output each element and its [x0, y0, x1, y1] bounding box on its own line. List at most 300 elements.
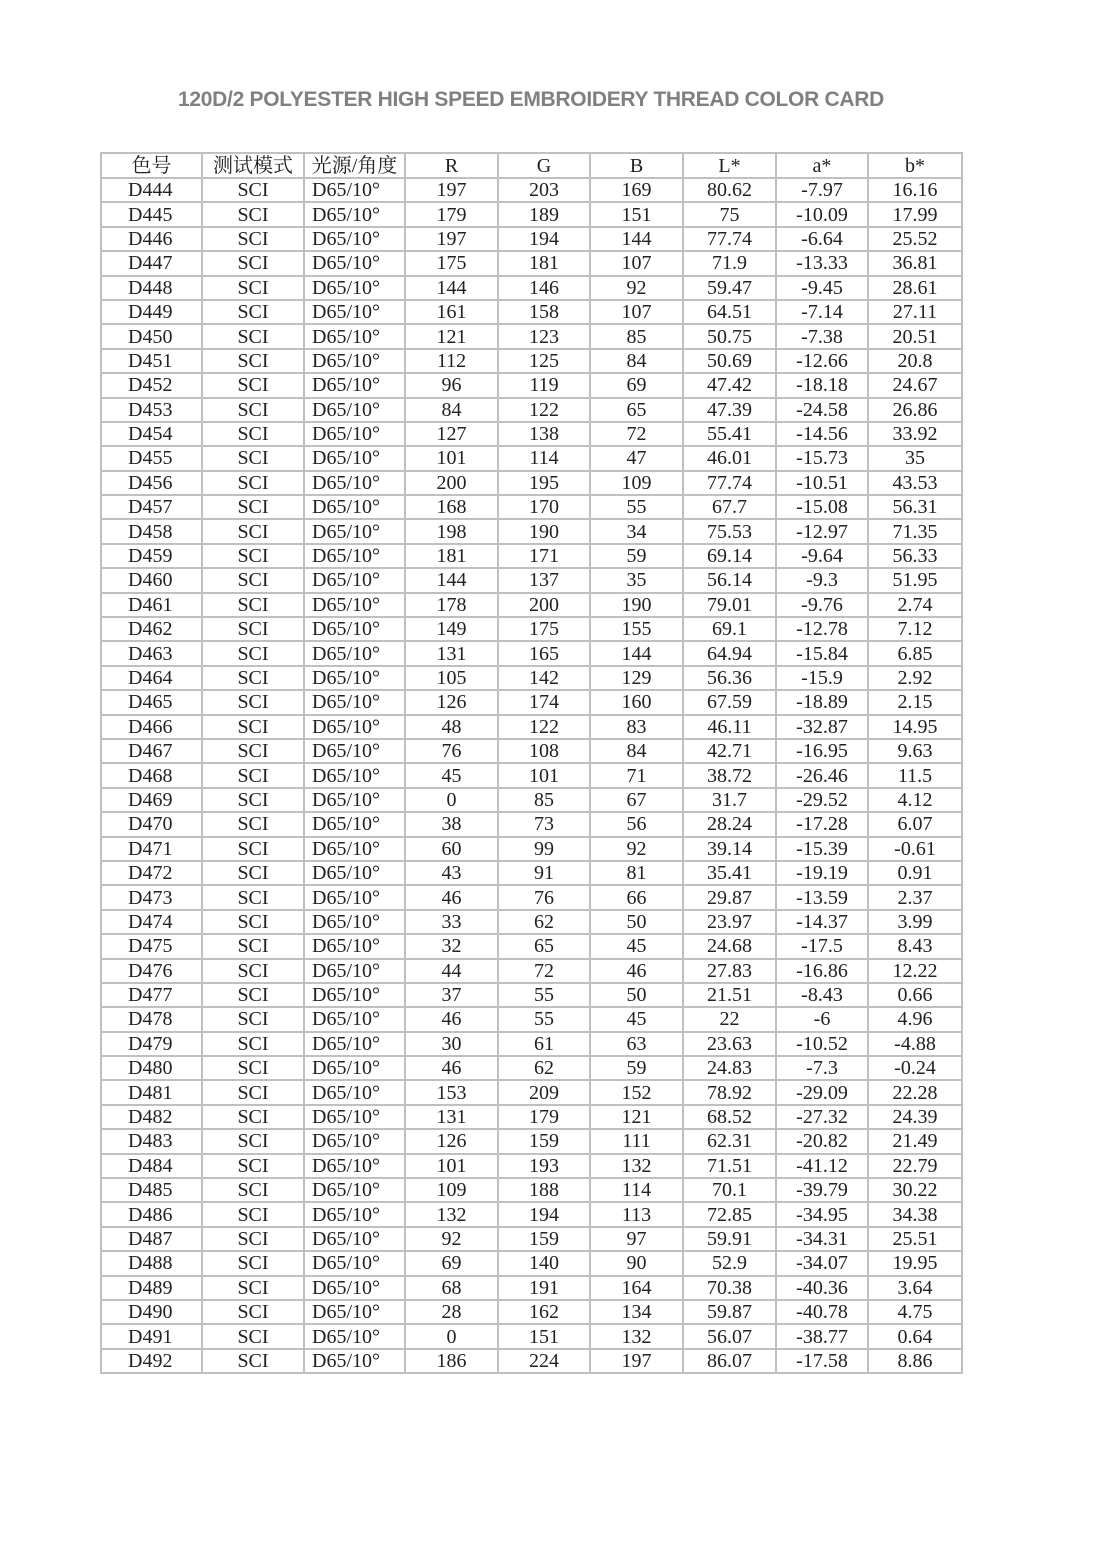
table-row — [101, 812, 962, 836]
table-row — [101, 1032, 962, 1056]
l-value-cell: 67.7 — [683, 495, 776, 519]
color-code-cell: D466 — [101, 715, 202, 739]
a-value-cell: -26.46 — [776, 763, 868, 787]
color-code-cell: D489 — [101, 1276, 202, 1300]
a-value-cell: -17.58 — [776, 1349, 868, 1373]
illuminant-angle-cell: D65/10° — [304, 1080, 405, 1104]
color-code-cell: D446 — [101, 227, 202, 251]
table-row — [101, 519, 962, 543]
a-value-cell: -15.73 — [776, 446, 868, 470]
g-value-cell: 191 — [498, 1276, 590, 1300]
table-row — [101, 1007, 962, 1031]
g-value-cell: 73 — [498, 812, 590, 836]
b-value-cell: 69 — [590, 373, 683, 397]
b-star-value-cell: 25.51 — [868, 1227, 962, 1251]
r-value-cell: 126 — [405, 690, 498, 714]
r-value-cell: 38 — [405, 812, 498, 836]
r-value-cell: 168 — [405, 495, 498, 519]
b-star-value-cell: 8.86 — [868, 1349, 962, 1373]
l-value-cell: 50.69 — [683, 349, 776, 373]
illuminant-angle-cell: D65/10° — [304, 227, 405, 251]
test-mode-cell: SCI — [202, 617, 304, 641]
l-value-cell: 31.7 — [683, 788, 776, 812]
illuminant-angle-cell: D65/10° — [304, 544, 405, 568]
test-mode-cell: SCI — [202, 1202, 304, 1226]
r-value-cell: 69 — [405, 1251, 498, 1275]
table-row — [101, 1251, 962, 1275]
g-value-cell: 91 — [498, 861, 590, 885]
illuminant-angle-cell: D65/10° — [304, 373, 405, 397]
column-header-b-value: B — [590, 153, 683, 178]
b-value-cell: 50 — [590, 983, 683, 1007]
l-value-cell: 69.1 — [683, 617, 776, 641]
r-value-cell: 175 — [405, 251, 498, 275]
l-value-cell: 35.41 — [683, 861, 776, 885]
illuminant-angle-cell: D65/10° — [304, 1202, 405, 1226]
table-row — [101, 690, 962, 714]
a-value-cell: -17.5 — [776, 934, 868, 958]
b-star-value-cell: 35 — [868, 446, 962, 470]
b-star-value-cell: 36.81 — [868, 251, 962, 275]
l-value-cell: 47.42 — [683, 373, 776, 397]
illuminant-angle-cell: D65/10° — [304, 641, 405, 665]
b-value-cell: 67 — [590, 788, 683, 812]
table-row — [101, 1324, 962, 1348]
column-header-illuminant-angle: 光源/角度 — [304, 153, 405, 178]
color-code-cell: D471 — [101, 837, 202, 861]
a-value-cell: -13.33 — [776, 251, 868, 275]
color-code-cell: D478 — [101, 1007, 202, 1031]
a-value-cell: -9.45 — [776, 276, 868, 300]
test-mode-cell: SCI — [202, 373, 304, 397]
test-mode-cell: SCI — [202, 1276, 304, 1300]
a-value-cell: -39.79 — [776, 1178, 868, 1202]
test-mode-cell: SCI — [202, 910, 304, 934]
illuminant-angle-cell: D65/10° — [304, 251, 405, 275]
color-code-cell: D483 — [101, 1129, 202, 1153]
a-value-cell: -32.87 — [776, 715, 868, 739]
r-value-cell: 112 — [405, 349, 498, 373]
l-value-cell: 47.39 — [683, 398, 776, 422]
b-value-cell: 160 — [590, 690, 683, 714]
table-row — [101, 1129, 962, 1153]
b-star-value-cell: 22.79 — [868, 1154, 962, 1178]
l-value-cell: 72.85 — [683, 1202, 776, 1226]
g-value-cell: 140 — [498, 1251, 590, 1275]
l-value-cell: 69.14 — [683, 544, 776, 568]
table-row — [101, 373, 962, 397]
illuminant-angle-cell: D65/10° — [304, 1154, 405, 1178]
document-title: 120D/2 POLYESTER HIGH SPEED EMBROIDERY THREAD COLOR CARD — [178, 88, 884, 111]
g-value-cell: 190 — [498, 519, 590, 543]
r-value-cell: 181 — [405, 544, 498, 568]
g-value-cell: 159 — [498, 1129, 590, 1153]
b-star-value-cell: -0.24 — [868, 1056, 962, 1080]
g-value-cell: 99 — [498, 837, 590, 861]
g-value-cell: 189 — [498, 202, 590, 226]
g-value-cell: 193 — [498, 1154, 590, 1178]
l-value-cell: 56.07 — [683, 1324, 776, 1348]
test-mode-cell: SCI — [202, 422, 304, 446]
l-value-cell: 38.72 — [683, 763, 776, 787]
b-value-cell: 34 — [590, 519, 683, 543]
color-code-cell: D467 — [101, 739, 202, 763]
g-value-cell: 158 — [498, 300, 590, 324]
r-value-cell: 84 — [405, 398, 498, 422]
g-value-cell: 119 — [498, 373, 590, 397]
illuminant-angle-cell: D65/10° — [304, 739, 405, 763]
r-value-cell: 144 — [405, 568, 498, 592]
r-value-cell: 186 — [405, 1349, 498, 1373]
r-value-cell: 0 — [405, 788, 498, 812]
test-mode-cell: SCI — [202, 202, 304, 226]
b-value-cell: 144 — [590, 641, 683, 665]
g-value-cell: 122 — [498, 715, 590, 739]
a-value-cell: -20.82 — [776, 1129, 868, 1153]
test-mode-cell: SCI — [202, 568, 304, 592]
r-value-cell: 46 — [405, 1056, 498, 1080]
r-value-cell: 197 — [405, 227, 498, 251]
g-value-cell: 72 — [498, 959, 590, 983]
b-star-value-cell: 25.52 — [868, 227, 962, 251]
color-code-cell: D476 — [101, 959, 202, 983]
illuminant-angle-cell: D65/10° — [304, 617, 405, 641]
b-star-value-cell: 56.33 — [868, 544, 962, 568]
r-value-cell: 44 — [405, 959, 498, 983]
b-value-cell: 97 — [590, 1227, 683, 1251]
g-value-cell: 65 — [498, 934, 590, 958]
a-value-cell: -29.09 — [776, 1080, 868, 1104]
b-value-cell: 45 — [590, 1007, 683, 1031]
a-value-cell: -40.36 — [776, 1276, 868, 1300]
l-value-cell: 75 — [683, 202, 776, 226]
color-code-cell: D463 — [101, 641, 202, 665]
color-code-cell: D465 — [101, 690, 202, 714]
l-value-cell: 24.83 — [683, 1056, 776, 1080]
b-star-value-cell: 9.63 — [868, 739, 962, 763]
b-value-cell: 107 — [590, 251, 683, 275]
table-row — [101, 837, 962, 861]
test-mode-cell: SCI — [202, 349, 304, 373]
illuminant-angle-cell: D65/10° — [304, 1276, 405, 1300]
illuminant-angle-cell: D65/10° — [304, 1129, 405, 1153]
color-code-cell: D451 — [101, 349, 202, 373]
b-star-value-cell: 20.8 — [868, 349, 962, 373]
g-value-cell: 85 — [498, 788, 590, 812]
table-row — [101, 495, 962, 519]
g-value-cell: 162 — [498, 1300, 590, 1324]
test-mode-cell: SCI — [202, 837, 304, 861]
table-row — [101, 934, 962, 958]
b-star-value-cell: 0.66 — [868, 983, 962, 1007]
b-value-cell: 63 — [590, 1032, 683, 1056]
g-value-cell: 165 — [498, 641, 590, 665]
a-value-cell: -7.97 — [776, 178, 868, 202]
r-value-cell: 200 — [405, 471, 498, 495]
test-mode-cell: SCI — [202, 1032, 304, 1056]
l-value-cell: 59.91 — [683, 1227, 776, 1251]
g-value-cell: 170 — [498, 495, 590, 519]
color-code-cell: D480 — [101, 1056, 202, 1080]
r-value-cell: 179 — [405, 202, 498, 226]
column-header-test-mode: 测试模式 — [202, 153, 304, 178]
b-value-cell: 56 — [590, 812, 683, 836]
table-row — [101, 641, 962, 665]
illuminant-angle-cell: D65/10° — [304, 446, 405, 470]
l-value-cell: 64.51 — [683, 300, 776, 324]
table-row — [101, 593, 962, 617]
r-value-cell: 43 — [405, 861, 498, 885]
test-mode-cell: SCI — [202, 739, 304, 763]
table-row — [101, 471, 962, 495]
color-code-cell: D458 — [101, 519, 202, 543]
test-mode-cell: SCI — [202, 934, 304, 958]
color-code-cell: D469 — [101, 788, 202, 812]
b-value-cell: 155 — [590, 617, 683, 641]
color-code-cell: D445 — [101, 202, 202, 226]
b-star-value-cell: 2.74 — [868, 593, 962, 617]
test-mode-cell: SCI — [202, 1178, 304, 1202]
g-value-cell: 125 — [498, 349, 590, 373]
r-value-cell: 37 — [405, 983, 498, 1007]
b-star-value-cell: 51.95 — [868, 568, 962, 592]
a-value-cell: -15.9 — [776, 666, 868, 690]
r-value-cell: 92 — [405, 1227, 498, 1251]
test-mode-cell: SCI — [202, 666, 304, 690]
table-row — [101, 739, 962, 763]
r-value-cell: 197 — [405, 178, 498, 202]
b-star-value-cell: 26.86 — [868, 398, 962, 422]
b-star-value-cell: 8.43 — [868, 934, 962, 958]
a-value-cell: -10.52 — [776, 1032, 868, 1056]
b-star-value-cell: 14.95 — [868, 715, 962, 739]
b-star-value-cell: 24.67 — [868, 373, 962, 397]
a-value-cell: -9.64 — [776, 544, 868, 568]
table-row — [101, 251, 962, 275]
b-value-cell: 152 — [590, 1080, 683, 1104]
illuminant-angle-cell: D65/10° — [304, 178, 405, 202]
g-value-cell: 194 — [498, 227, 590, 251]
table-row — [101, 1154, 962, 1178]
l-value-cell: 77.74 — [683, 471, 776, 495]
table-row — [101, 910, 962, 934]
r-value-cell: 131 — [405, 641, 498, 665]
b-value-cell: 55 — [590, 495, 683, 519]
color-code-cell: D479 — [101, 1032, 202, 1056]
b-star-value-cell: 11.5 — [868, 763, 962, 787]
b-value-cell: 45 — [590, 934, 683, 958]
b-value-cell: 84 — [590, 739, 683, 763]
l-value-cell: 28.24 — [683, 812, 776, 836]
r-value-cell: 60 — [405, 837, 498, 861]
b-star-value-cell: 6.85 — [868, 641, 962, 665]
b-star-value-cell: 4.12 — [868, 788, 962, 812]
r-value-cell: 121 — [405, 324, 498, 348]
r-value-cell: 0 — [405, 1324, 498, 1348]
b-star-value-cell: 16.16 — [868, 178, 962, 202]
b-star-value-cell: 30.22 — [868, 1178, 962, 1202]
test-mode-cell: SCI — [202, 1251, 304, 1275]
a-value-cell: -9.3 — [776, 568, 868, 592]
b-star-value-cell: 2.15 — [868, 690, 962, 714]
r-value-cell: 127 — [405, 422, 498, 446]
test-mode-cell: SCI — [202, 1080, 304, 1104]
b-value-cell: 164 — [590, 1276, 683, 1300]
l-value-cell: 42.71 — [683, 739, 776, 763]
illuminant-angle-cell: D65/10° — [304, 519, 405, 543]
test-mode-cell: SCI — [202, 519, 304, 543]
b-value-cell: 46 — [590, 959, 683, 983]
illuminant-angle-cell: D65/10° — [304, 763, 405, 787]
color-code-cell: D452 — [101, 373, 202, 397]
l-value-cell: 86.07 — [683, 1349, 776, 1373]
a-value-cell: -16.86 — [776, 959, 868, 983]
r-value-cell: 28 — [405, 1300, 498, 1324]
a-value-cell: -34.95 — [776, 1202, 868, 1226]
b-star-value-cell: 24.39 — [868, 1105, 962, 1129]
color-code-cell: D485 — [101, 1178, 202, 1202]
l-value-cell: 21.51 — [683, 983, 776, 1007]
table-row — [101, 202, 962, 226]
table-row — [101, 885, 962, 909]
l-value-cell: 39.14 — [683, 837, 776, 861]
b-value-cell: 151 — [590, 202, 683, 226]
table-row — [101, 617, 962, 641]
test-mode-cell: SCI — [202, 1105, 304, 1129]
illuminant-angle-cell: D65/10° — [304, 300, 405, 324]
b-value-cell: 121 — [590, 1105, 683, 1129]
illuminant-angle-cell: D65/10° — [304, 202, 405, 226]
table-row — [101, 1276, 962, 1300]
test-mode-cell: SCI — [202, 276, 304, 300]
g-value-cell: 62 — [498, 1056, 590, 1080]
l-value-cell: 68.52 — [683, 1105, 776, 1129]
table-row — [101, 788, 962, 812]
color-code-cell: D492 — [101, 1349, 202, 1373]
r-value-cell: 45 — [405, 763, 498, 787]
illuminant-angle-cell: D65/10° — [304, 983, 405, 1007]
b-value-cell: 84 — [590, 349, 683, 373]
l-value-cell: 56.14 — [683, 568, 776, 592]
b-value-cell: 47 — [590, 446, 683, 470]
r-value-cell: 76 — [405, 739, 498, 763]
r-value-cell: 126 — [405, 1129, 498, 1153]
l-value-cell: 24.68 — [683, 934, 776, 958]
a-value-cell: -7.14 — [776, 300, 868, 324]
a-value-cell: -8.43 — [776, 983, 868, 1007]
b-value-cell: 113 — [590, 1202, 683, 1226]
b-value-cell: 85 — [590, 324, 683, 348]
illuminant-angle-cell: D65/10° — [304, 861, 405, 885]
g-value-cell: 151 — [498, 1324, 590, 1348]
g-value-cell: 200 — [498, 593, 590, 617]
test-mode-cell: SCI — [202, 544, 304, 568]
r-value-cell: 32 — [405, 934, 498, 958]
g-value-cell: 175 — [498, 617, 590, 641]
r-value-cell: 132 — [405, 1202, 498, 1226]
b-star-value-cell: 19.95 — [868, 1251, 962, 1275]
b-value-cell: 72 — [590, 422, 683, 446]
g-value-cell: 55 — [498, 1007, 590, 1031]
illuminant-angle-cell: D65/10° — [304, 690, 405, 714]
color-card-table — [100, 152, 963, 1374]
illuminant-angle-cell: D65/10° — [304, 593, 405, 617]
l-value-cell: 62.31 — [683, 1129, 776, 1153]
table-row — [101, 1349, 962, 1373]
r-value-cell: 48 — [405, 715, 498, 739]
b-value-cell: 92 — [590, 837, 683, 861]
g-value-cell: 76 — [498, 885, 590, 909]
r-value-cell: 178 — [405, 593, 498, 617]
b-value-cell: 114 — [590, 1178, 683, 1202]
a-value-cell: -14.37 — [776, 910, 868, 934]
b-star-value-cell: 2.37 — [868, 885, 962, 909]
illuminant-angle-cell: D65/10° — [304, 812, 405, 836]
r-value-cell: 109 — [405, 1178, 498, 1202]
l-value-cell: 75.53 — [683, 519, 776, 543]
illuminant-angle-cell: D65/10° — [304, 788, 405, 812]
g-value-cell: 101 — [498, 763, 590, 787]
a-value-cell: -19.19 — [776, 861, 868, 885]
illuminant-angle-cell: D65/10° — [304, 1105, 405, 1129]
illuminant-angle-cell: D65/10° — [304, 885, 405, 909]
a-value-cell: -38.77 — [776, 1324, 868, 1348]
illuminant-angle-cell: D65/10° — [304, 959, 405, 983]
test-mode-cell: SCI — [202, 1324, 304, 1348]
test-mode-cell: SCI — [202, 471, 304, 495]
table-row — [101, 544, 962, 568]
color-code-cell: D475 — [101, 934, 202, 958]
a-value-cell: -15.08 — [776, 495, 868, 519]
a-value-cell: -18.89 — [776, 690, 868, 714]
b-star-value-cell: 56.31 — [868, 495, 962, 519]
a-value-cell: -10.51 — [776, 471, 868, 495]
l-value-cell: 23.97 — [683, 910, 776, 934]
b-value-cell: 90 — [590, 1251, 683, 1275]
b-star-value-cell: 17.99 — [868, 202, 962, 226]
test-mode-cell: SCI — [202, 1154, 304, 1178]
test-mode-cell: SCI — [202, 495, 304, 519]
l-value-cell: 56.36 — [683, 666, 776, 690]
illuminant-angle-cell: D65/10° — [304, 837, 405, 861]
g-value-cell: 114 — [498, 446, 590, 470]
b-value-cell: 169 — [590, 178, 683, 202]
test-mode-cell: SCI — [202, 959, 304, 983]
color-code-cell: D457 — [101, 495, 202, 519]
color-code-cell: D450 — [101, 324, 202, 348]
l-value-cell: 78.92 — [683, 1080, 776, 1104]
l-value-cell: 27.83 — [683, 959, 776, 983]
l-value-cell: 71.51 — [683, 1154, 776, 1178]
r-value-cell: 105 — [405, 666, 498, 690]
table-row — [101, 398, 962, 422]
illuminant-angle-cell: D65/10° — [304, 666, 405, 690]
r-value-cell: 46 — [405, 1007, 498, 1031]
test-mode-cell: SCI — [202, 690, 304, 714]
test-mode-cell: SCI — [202, 885, 304, 909]
b-value-cell: 134 — [590, 1300, 683, 1324]
l-value-cell: 22 — [683, 1007, 776, 1031]
illuminant-angle-cell: D65/10° — [304, 422, 405, 446]
b-value-cell: 59 — [590, 1056, 683, 1080]
r-value-cell: 96 — [405, 373, 498, 397]
a-value-cell: -6.64 — [776, 227, 868, 251]
g-value-cell: 122 — [498, 398, 590, 422]
illuminant-angle-cell: D65/10° — [304, 568, 405, 592]
illuminant-angle-cell: D65/10° — [304, 1007, 405, 1031]
g-value-cell: 209 — [498, 1080, 590, 1104]
color-code-cell: D491 — [101, 1324, 202, 1348]
